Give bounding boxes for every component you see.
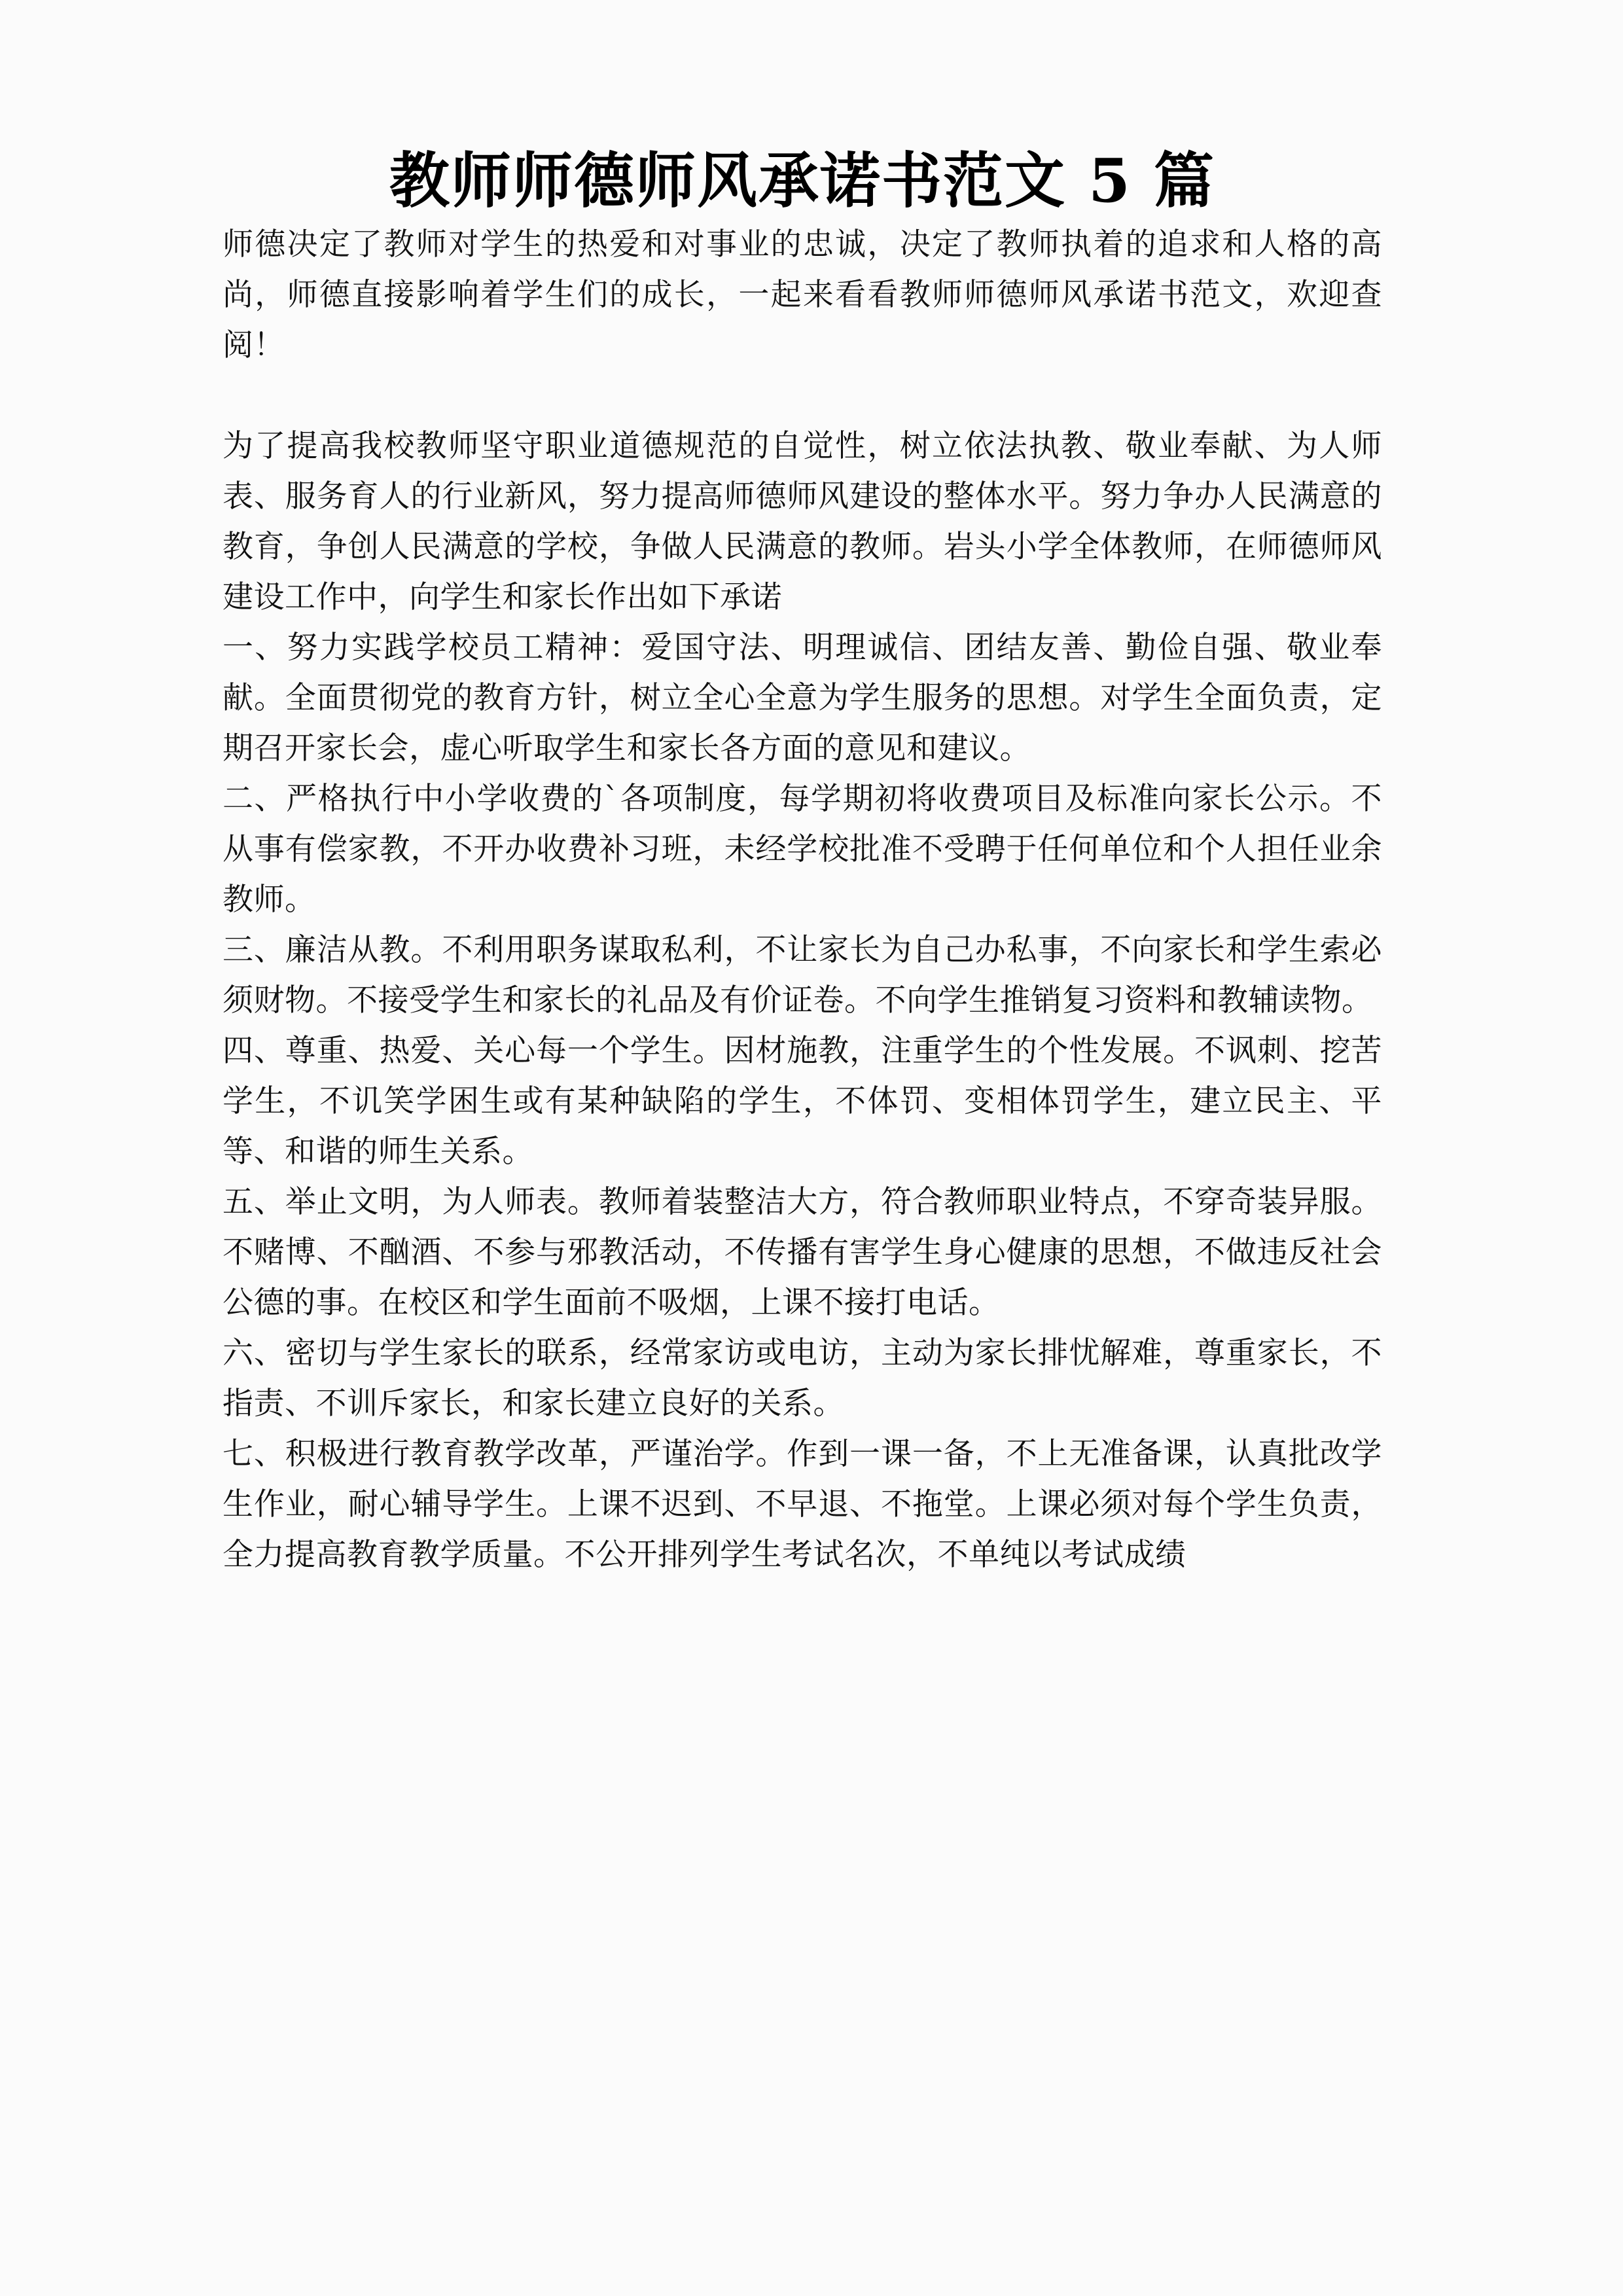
commitment-item-7: 七、积极进行教育教学改革，严谨治学。作到一课一备，不上无准备课，认真批改学生作业，耐心辅导学生。上课不迟到、不早退、不拖堂。上课必须对每个学生负责，全力提高教育教学质量。不公开排列学生考试名次，不单纯以考试成绩 <box>223 1435 1382 1573</box>
page-title: 教师师德师风承诺书范文 5 篇 <box>389 145 1216 216</box>
document-content <box>223 0 1382 1580</box>
commitment-item-3: 三、廉洁从教。不利用职务谋取私利，不让家长为自己办私事，不向家长和学生索必须财物。不接受学生和家长的礼品及有价证卷。不向学生推销复习资料和教辅读物。 <box>223 931 1382 1018</box>
commitment-item-4: 四、尊重、热爱、关心每一个学生。因材施教，注重学生的个性发展。不讽刺、挖苦学生，不讥笑学困生或有某种缺陷的学生，不体罚、变相体罚学生，建立民主、平等、和谐的师生关系。 <box>223 1032 1382 1170</box>
commitment-item-5: 五、举止文明，为人师表。教师着装整洁大方，符合教师职业特点，不穿奇装异服。不赌博、不酗酒、不参与邪教活动，不传播有害学生身心健康的思想，不做违反社会公德的事。在校区和学生面前不吸烟，上课不接打电话。 <box>223 1183 1382 1321</box>
lead-paragraph: 师德决定了教师对学生的热爱和对事业的忠诚，决定了教师执着的追求和人格的高尚，师德直接影响着学生们的成长，一起来看看教师师德师风承诺书范文，欢迎查阅！ <box>223 226 1382 363</box>
commitment-item-1: 一、努力实践学校员工精神：爱国守法、明理诚信、团结友善、勤俭自强、敬业奉献。全面贯彻党的教育方针，树立全心全意为学生服务的思想。对学生全面负责，定期召开家长会，虚心听取学生和家长各方面的意见和建议。 <box>223 629 1382 766</box>
commitment-item-2: 二、严格执行中小学收费的`各项制度，每学期初将收费项目及标准向家长公示。不从事有偿家教，不开办收费补习班，未经学校批准不受聘于任何单位和个人担任业余教师。 <box>223 780 1382 918</box>
paragraph-spacer <box>223 370 1382 421</box>
intro-paragraph: 为了提高我校教师坚守职业道德规范的自觉性，树立依法执教、敬业奉献、为人师表、服务育人的行业新风，努力提高师德师风建设的整体水平。努力争办人民满意的教育，争创人民满意的学校，争做人民满意的教师。岩头小学全体教师，在师德师风建设工作中，向学生和家长作出如下承诺 <box>223 427 1382 615</box>
commitment-item-6: 六、密切与学生家长的联系，经常家访或电访，主动为家长排忧解难，尊重家长，不指责、不训斥家长，和家长建立良好的关系。 <box>223 1335 1382 1422</box>
